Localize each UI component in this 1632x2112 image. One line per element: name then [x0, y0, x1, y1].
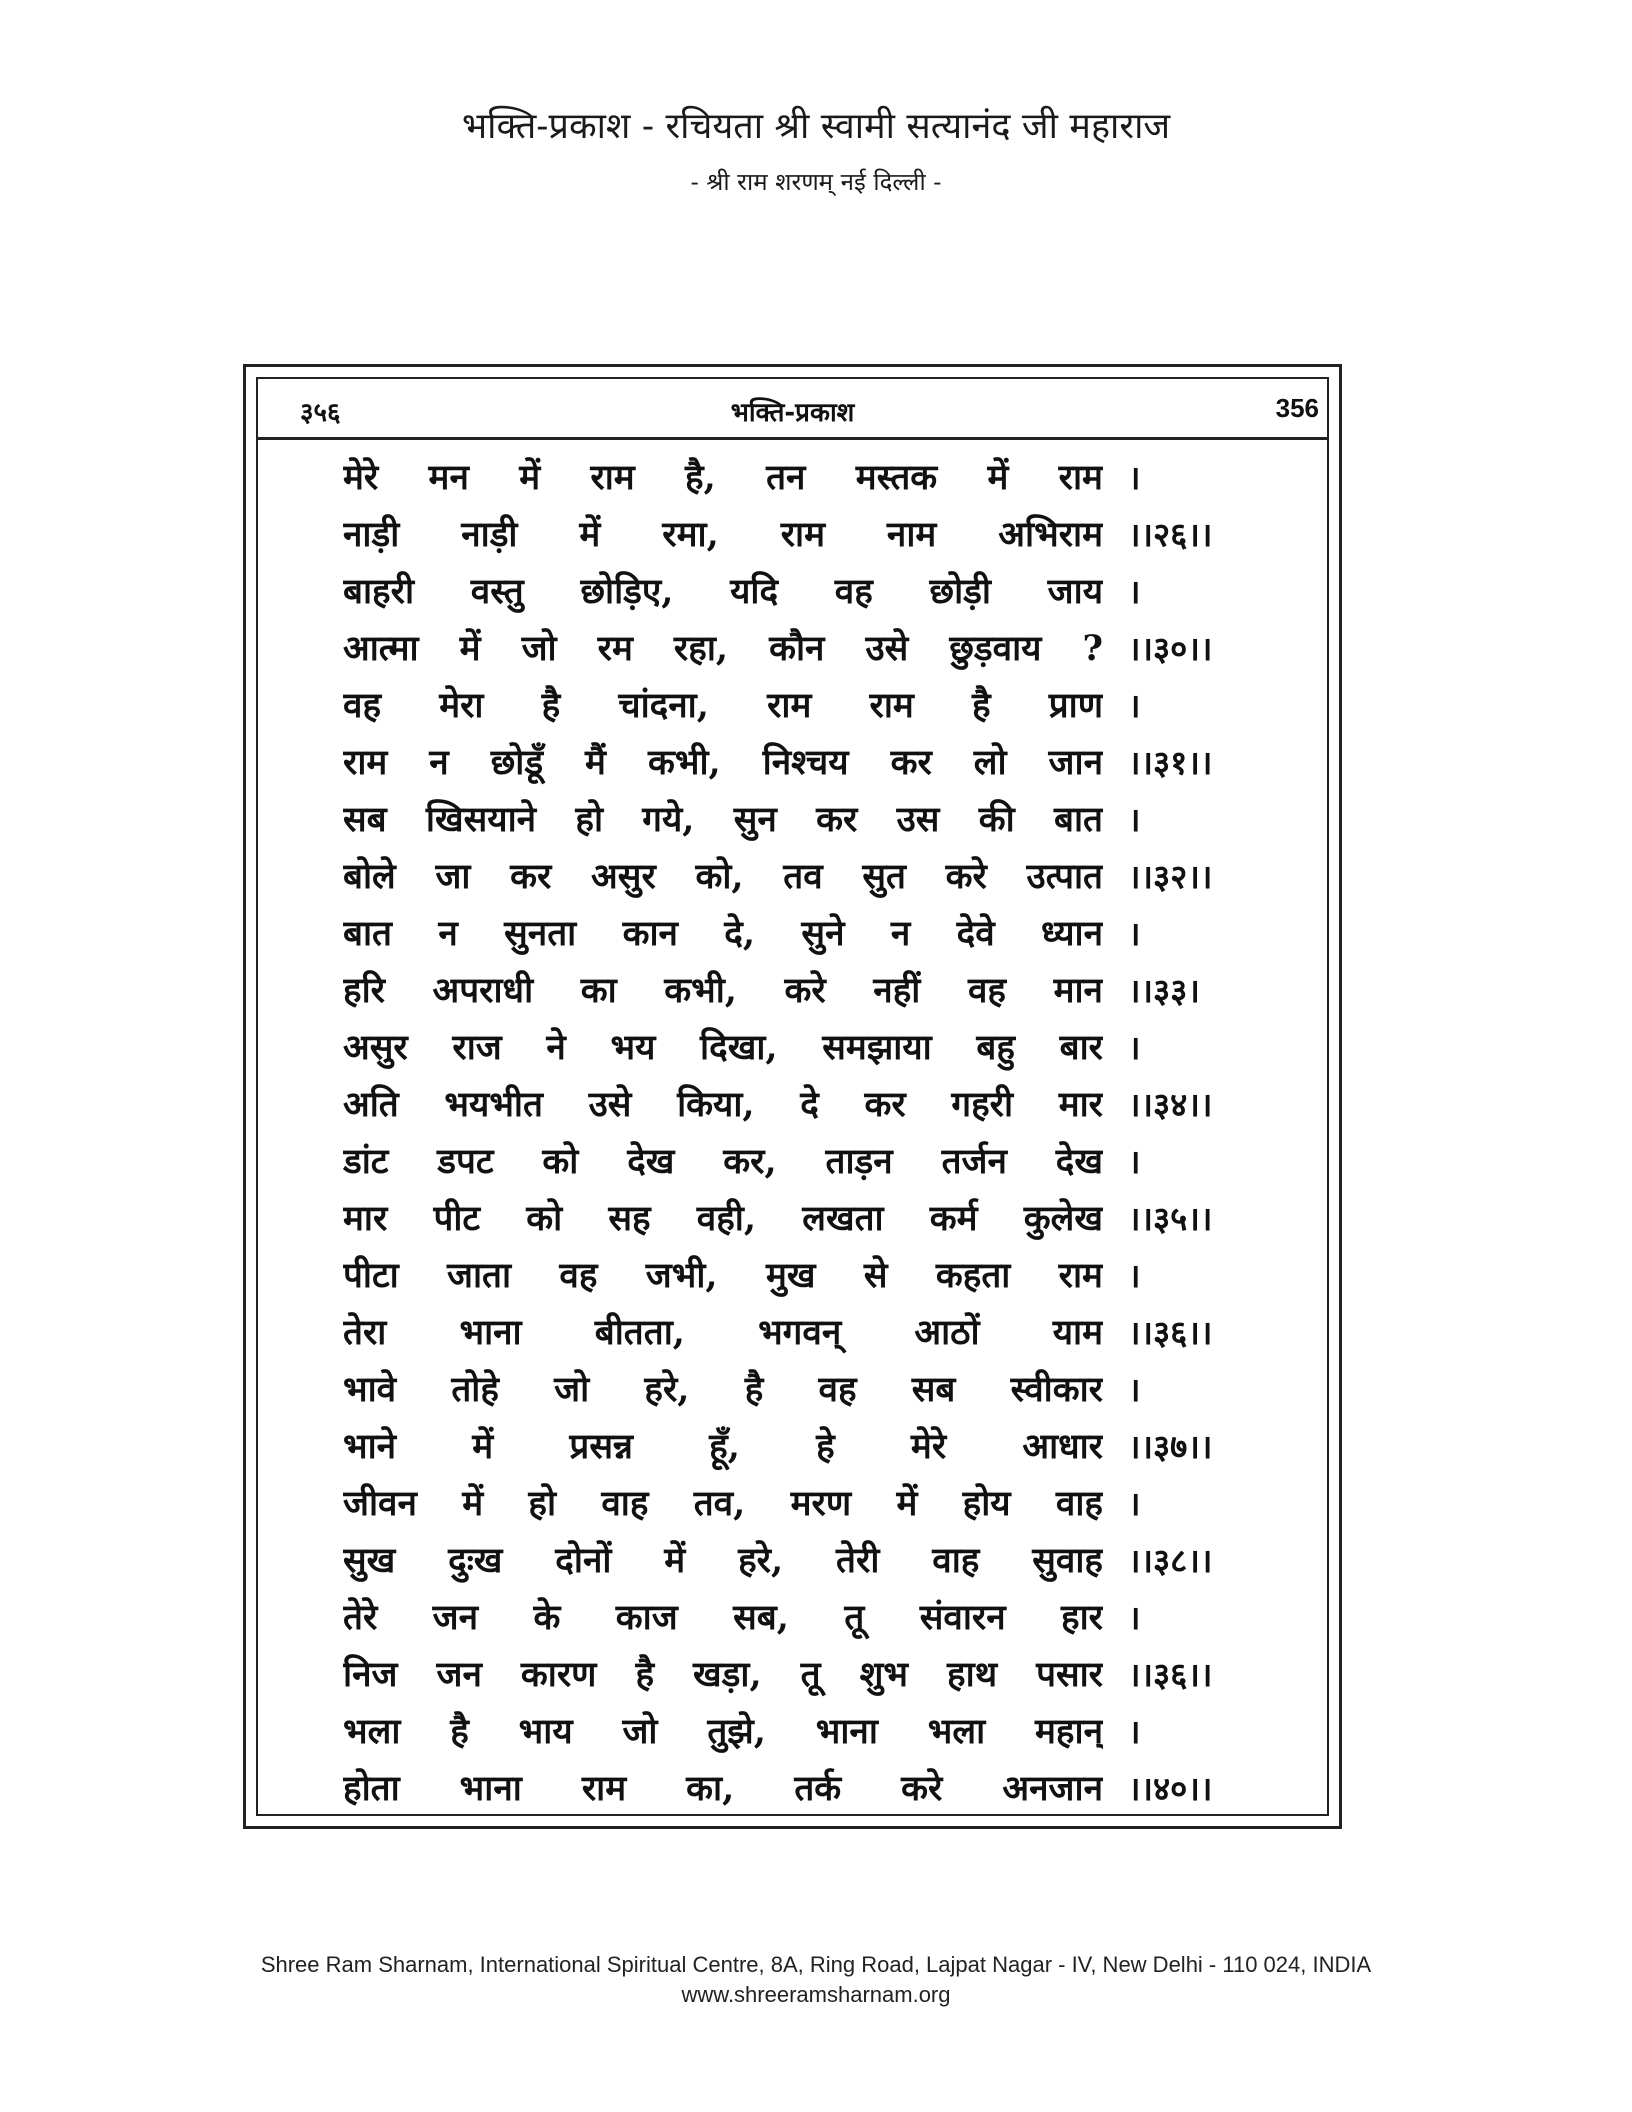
verse-mark: ।।३५।। — [1128, 1199, 1213, 1238]
verse-mark: ।।३६।। — [1128, 1655, 1213, 1694]
verse-text: होता भाना राम का, तर्क करे अनजान — [343, 1768, 1103, 1809]
verse-line — [258, 848, 1327, 905]
verse-text: भाने में प्रसन्न हूँ, हे मेरे आधार — [343, 1426, 1103, 1467]
verse-text: नाड़ी नाड़ी में रमा, राम नाम अभिराम — [343, 514, 1103, 555]
verse-text: अति भयभीत उसे किया, दे कर गहरी मार — [343, 1084, 1103, 1125]
document-subtitle: - श्री राम शरणम् नई दिल्ली - — [690, 168, 942, 196]
verse-line — [258, 620, 1327, 677]
verse-line — [258, 1361, 1327, 1418]
verse-mark: । — [1128, 572, 1141, 611]
verse-text: असुर राज ने भय दिखा, समझाया बहु बार — [343, 1027, 1103, 1068]
verse-mark: ।।३८।। — [1128, 1541, 1213, 1580]
verse-mark: । — [1128, 1256, 1141, 1295]
verse-mark: ।।३१।। — [1128, 743, 1213, 782]
verse-mark: ।।३४।। — [1128, 1085, 1213, 1124]
verse-text: सुख दुःख दोनों में हरे, तेरी वाह सुवाह — [343, 1540, 1103, 1581]
verse-line — [258, 1532, 1327, 1589]
verse-line — [258, 791, 1327, 848]
verse-text: पीटा जाता वह जभी, मुख से कहता राम — [343, 1255, 1103, 1296]
page-number: 356 — [1275, 393, 1319, 423]
verse-text: हरि अपराधी का कभी, करे नहीं वह मान — [343, 970, 1103, 1011]
verse-line — [258, 962, 1327, 1019]
page-frame — [243, 364, 1342, 1829]
verse-line — [258, 1589, 1327, 1646]
verse-mark: । — [1128, 914, 1141, 953]
verse-text: जीवन में हो वाह तव, मरण में होय वाह — [343, 1483, 1103, 1524]
verse-line — [258, 1304, 1327, 1361]
verse-line — [258, 677, 1327, 734]
verse-list — [258, 449, 1327, 1817]
verse-mark: । — [1128, 686, 1141, 725]
verse-line — [258, 506, 1327, 563]
verse-mark: । — [1128, 1598, 1141, 1637]
verse-text: बात न सुनता कान दे, सुने न देवे ध्यान — [343, 913, 1103, 954]
verse-text: आत्मा में जो रम रहा, कौन उसे छुड़वाय ? — [343, 628, 1103, 669]
running-title: भक्ति-प्रकाश — [730, 398, 855, 428]
verse-text: तेरा भाना बीतता, भगवन् आठों याम — [343, 1312, 1103, 1353]
verse-line — [258, 1190, 1327, 1247]
page-number-hindi: ३५६ — [300, 398, 341, 428]
verse-line — [258, 1475, 1327, 1532]
verse-mark: । — [1128, 800, 1141, 839]
verse-line — [258, 1646, 1327, 1703]
verse-mark: । — [1128, 458, 1141, 497]
verse-text: बाहरी वस्तु छोड़िए, यदि वह छोड़ी जाय — [343, 571, 1103, 612]
verse-mark: । — [1128, 1142, 1141, 1181]
page-frame-inner — [256, 377, 1329, 1816]
document-title: भक्ति-प्रकाश - रचियता श्री स्वामी सत्यानंद जी महाराज — [461, 106, 1171, 147]
verse-line — [258, 563, 1327, 620]
page-header — [258, 379, 1327, 440]
verse-line — [258, 1076, 1327, 1133]
verse-text: सब खिसयाने हो गये, सुन कर उस की बात — [343, 799, 1103, 840]
verse-mark: ।।४०।। — [1128, 1769, 1213, 1808]
verse-mark: ।।२६।। — [1128, 515, 1213, 554]
verse-mark: ।।३०।। — [1128, 629, 1213, 668]
verse-mark: ।।३६।। — [1128, 1313, 1213, 1352]
verse-text: भला है भाय जो तुझे, भाना भला महान् — [343, 1711, 1103, 1752]
verse-mark: ।।३३। — [1128, 971, 1200, 1010]
verse-mark: । — [1128, 1712, 1141, 1751]
verse-text: राम न छोडूँ मैं कभी, निश्चय कर लो जान — [343, 742, 1103, 783]
verse-line — [258, 449, 1327, 506]
verse-line — [258, 734, 1327, 791]
verse-text: मार पीट को सह वही, लखता कर्म कुलेख — [343, 1198, 1103, 1239]
verse-line — [258, 905, 1327, 962]
verse-mark: । — [1128, 1370, 1141, 1409]
verse-line — [258, 1418, 1327, 1475]
verse-line — [258, 1703, 1327, 1760]
verse-line — [258, 1247, 1327, 1304]
verse-text: मेरे मन में राम है, तन मस्तक में राम — [343, 457, 1103, 498]
verse-mark: । — [1128, 1028, 1141, 1067]
verse-text: डांट डपट को देख कर, ताड़न तर्जन देख — [343, 1141, 1103, 1182]
verse-text: भावे तोहे जो हरे, है वह सब स्वीकार — [343, 1369, 1103, 1410]
footer-address: Shree Ram Sharnam, International Spiritual Centre, 8A, Ring Road, Lajpat Nagar - IV, New Delhi - 110 024, INDIA — [260, 1952, 1372, 1977]
verse-mark: । — [1128, 1484, 1141, 1523]
verse-line — [258, 1133, 1327, 1190]
verse-line — [258, 1760, 1327, 1817]
verse-mark: ।।३२।। — [1128, 857, 1213, 896]
verse-text: तेरे जन के काज सब, तू संवारन हार — [343, 1597, 1103, 1638]
verse-text: बोले जा कर असुर को, तव सुत करे उत्पात — [343, 856, 1103, 897]
verse-text: निज जन कारण है खड़ा, तू शुभ हाथ पसार — [343, 1654, 1103, 1695]
verse-text: वह मेरा है चांदना, राम राम है प्राण — [343, 685, 1103, 726]
footer-url: www.shreeramsharnam.org — [681, 1982, 951, 2007]
verse-line — [258, 1019, 1327, 1076]
verse-mark: ।।३७।। — [1128, 1427, 1213, 1466]
